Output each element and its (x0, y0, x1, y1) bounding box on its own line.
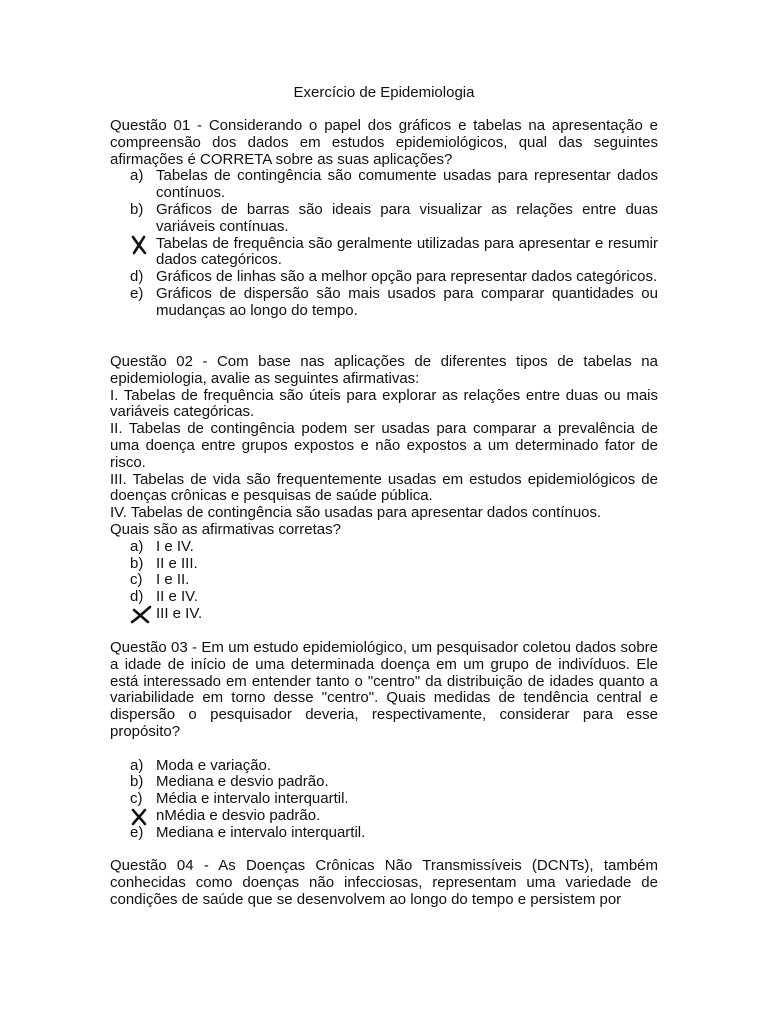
option-item (110, 269, 658, 286)
option-text: nMédia e desvio padrão. (156, 806, 321, 824)
option-letter: b) (130, 773, 144, 791)
option-item (110, 825, 658, 842)
statement-item: II. Tabelas de contingência podem ser usadas para comparar a prevalência de uma doença entre grupos expostos e não expostos a um determinado fator de risco. (110, 420, 658, 471)
statement-item: IV. Tabelas de contingência são usadas para apresentar dados contínuos. (110, 504, 602, 522)
option-item-marked (110, 606, 658, 623)
option-text: Gráficos de linhas são a melhor opção para representar dados categóricos. (156, 268, 658, 286)
question-01-options (110, 168, 658, 319)
option-item (110, 539, 658, 556)
option-item (110, 556, 658, 573)
option-letter: e) (130, 284, 144, 302)
question-02 (110, 354, 658, 623)
option-text: Gráficos de dispersão são mais usados para comparar quantidades ou mudanças ao longo do tempo. (156, 284, 658, 319)
option-letter: d) (130, 268, 144, 286)
statement-item: III. Tabelas de vida são frequentemente usadas em estudos epidemiológicos de doenças crônicas e pesquisas de saúde pública. (110, 470, 658, 505)
option-text: Tabelas de contingência são comumente usadas para representar dados contínuos. (156, 167, 658, 202)
handwritten-x-mark-icon (130, 605, 152, 625)
option-text: II e III. (156, 554, 198, 572)
option-item (110, 774, 658, 791)
option-item (110, 758, 658, 775)
question-01-stem: Questão 01 - Considerando o papel dos gráficos e tabelas na apresentação e compreensão dos dados em estudos epidemiológicos, qual das seguintes afirmações é CORRETA sobre as suas aplicações? (110, 117, 658, 168)
option-text: Média e intervalo interquartil. (156, 790, 349, 808)
option-item (110, 168, 658, 202)
option-letter: d) (130, 588, 144, 606)
option-letter: c) (130, 571, 143, 589)
question-02-stem: Questão 02 - Com base nas aplicações de diferentes tipos de tabelas na epidemiologia, avalie as seguintes afirmativas: (110, 353, 658, 387)
option-text: I e IV. (156, 537, 194, 555)
handwritten-x-mark-icon (130, 235, 148, 255)
option-text: II e IV. (156, 588, 198, 606)
question-03-options (110, 758, 658, 842)
option-item-marked (110, 236, 658, 270)
option-text: Tabelas de frequência são geralmente utilizadas para apresentar e resumir dados categóricos. (156, 234, 658, 269)
option-letter: b) (130, 200, 144, 218)
option-item (110, 589, 658, 606)
option-letter: e) (130, 823, 144, 841)
question-04 (110, 858, 658, 908)
option-text: Moda e variação. (156, 756, 272, 774)
question-03-stem: Questão 03 - Em um estudo epidemiológico, um pesquisador coletou dados sobre a idade de início de uma determinada doença em um grupo de indivíduos. Ele está interessado em entender tanto o "centro" da distribuição de idades quanto a variabilidade em torno desse "centro". Quais medidas de tendência central e dispersão o pesquisador deveria, respectivamente, considerar para esse propósito? (110, 639, 658, 740)
option-item-marked (110, 808, 658, 825)
option-letter: a) (130, 537, 144, 555)
paragraph-spacer (110, 741, 658, 758)
question-02-options (110, 539, 658, 623)
question-03 (110, 640, 658, 842)
question-04-stem: Questão 04 - As Doenças Crônicas Não Transmissíveis (DCNTs), também conhecidas como doenças não infecciosas, representam uma variedade de condições de saúde que se desenvolvem ao longo do tempo e persistem por (110, 857, 658, 908)
statement-item: I. Tabelas de frequência são úteis para explorar as relações entre duas ou mais variáveis categóricas. (110, 386, 658, 421)
option-text: Gráficos de barras são ideais para visualizar as relações entre duas variáveis contínuas. (156, 200, 658, 235)
option-letter: c) (130, 790, 143, 808)
option-letter: a) (130, 756, 144, 774)
option-letter: b) (130, 554, 144, 572)
option-text: III e IV. (156, 604, 203, 622)
option-text: I e II. (156, 571, 190, 589)
document-title: Exercício de Epidemiologia (293, 84, 475, 101)
option-text: Mediana e desvio padrão. (156, 773, 329, 791)
question-01 (110, 118, 658, 320)
option-letter: a) (130, 167, 144, 185)
option-item (110, 791, 658, 808)
option-text: Mediana e intervalo interquartil. (156, 823, 366, 841)
option-item (110, 202, 658, 236)
option-item (110, 572, 658, 589)
question-02-prompt: Quais são as afirmativas corretas? (110, 520, 341, 538)
option-item (110, 286, 658, 320)
